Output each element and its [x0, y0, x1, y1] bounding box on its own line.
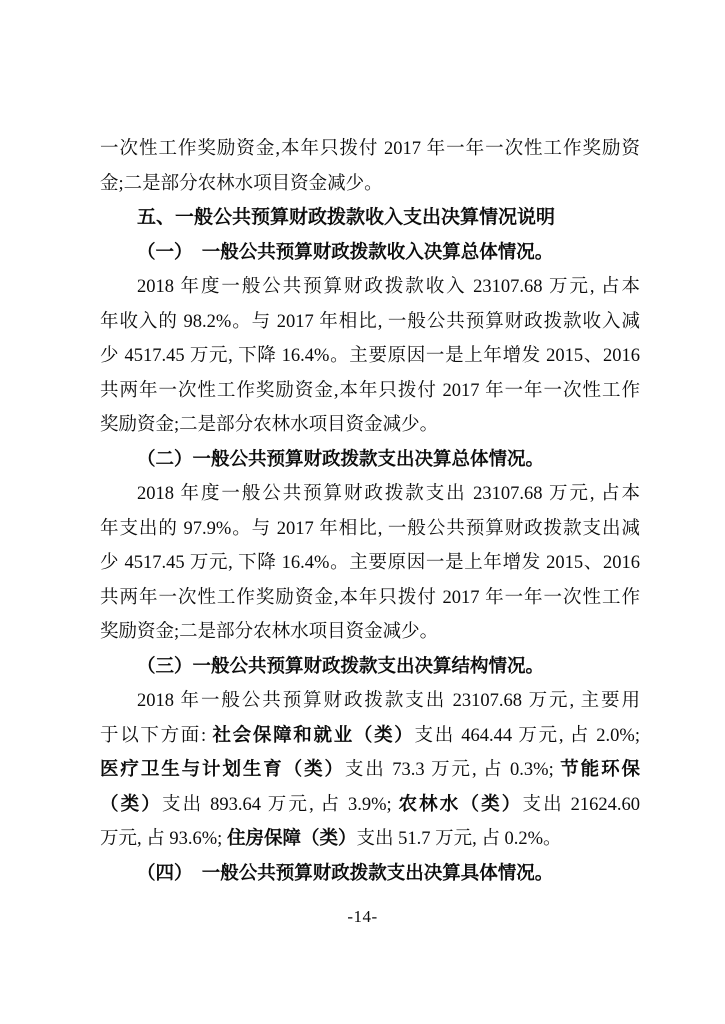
para-carryover-line-1 [100, 132, 640, 167]
text-segment: 支出 893.64 万元, 占 3.9%; [162, 794, 399, 815]
bold-term: 住房保障（类） [226, 829, 357, 849]
text-segment: 支出 51.7 万元, 占 0.2%。 [356, 829, 562, 849]
text-segment: 支出 21624.60 [522, 794, 640, 815]
bold-term: 节能环保 [560, 760, 640, 780]
heading-sub-two-line-1 [100, 443, 640, 478]
para-expenditure-overview-line-3 [100, 546, 640, 581]
text-segment: 年收入的 98.2%。与 2017 年相比, 一般公共预算财政拨款收入减 [100, 311, 640, 332]
para-expenditure-structure-line-1 [100, 684, 640, 719]
para-expenditure-overview-line-1 [100, 477, 640, 512]
bold-term: 农林水（类） [398, 794, 523, 815]
para-income-overview-line-5 [100, 408, 640, 443]
heading-section-five-line-1 [100, 201, 640, 236]
text-segment: 支出 73.3 万元, 占 0.3%; [344, 760, 561, 780]
heading-sub-three [100, 650, 640, 685]
para-income-overview [100, 270, 640, 443]
document-body [100, 132, 640, 891]
page-number: -14- [347, 907, 378, 926]
para-income-overview-line-1 [100, 270, 640, 305]
bold-term: （一） 一般公共预算财政拨款收入决算总体情况。 [137, 242, 554, 263]
para-income-overview-line-3 [100, 339, 640, 374]
text-segment: 奖励资金;二是部分农林水项目资金减少。 [100, 622, 439, 642]
para-expenditure-overview-line-2 [100, 512, 640, 547]
heading-sub-four-line-1 [100, 857, 640, 892]
bold-term: （三）一般公共预算财政拨款支出决算结构情况。 [137, 656, 545, 677]
text-segment: 金;二是部分农林水项目资金减少。 [100, 173, 383, 194]
para-expenditure-structure-line-4 [100, 788, 640, 823]
para-carryover [100, 132, 640, 201]
text-segment: 2018 年度一般公共预算财政拨款支出 23107.68 万元, 占本 [137, 484, 640, 504]
heading-sub-three-line-1 [100, 650, 640, 685]
heading-sub-one-line-1 [100, 236, 640, 271]
bold-term: （类） [100, 794, 162, 815]
para-expenditure-structure [100, 684, 640, 857]
bold-term: （二）一般公共预算财政拨款支出决算总体情况。 [137, 449, 545, 470]
text-segment: 支出 464.44 万元, 占 2.0%; [414, 725, 640, 746]
text-segment: 共两年一次性工作奖励资金,本年只拨付 2017 年一年一次性工作 [100, 587, 640, 608]
para-expenditure-overview-line-4 [100, 581, 640, 616]
para-expenditure-structure-line-3 [100, 753, 640, 788]
text-segment: 年支出的 97.9%。与 2017 年相比, 一般公共预算财政拨款支出减 [100, 518, 640, 539]
text-segment: 奖励资金;二是部分农林水项目资金减少。 [100, 415, 439, 435]
text-segment: 万元, 占 93.6%; [100, 829, 227, 849]
para-expenditure-overview [100, 477, 640, 650]
para-expenditure-structure-line-2 [100, 719, 640, 754]
bold-term: 医疗卫生与计划生育（类） [100, 760, 345, 780]
heading-sub-four [100, 857, 640, 892]
para-expenditure-structure-line-5 [100, 822, 640, 857]
bold-term: 五、一般公共预算财政拨款收入支出决算情况说明 [137, 207, 556, 228]
heading-sub-two [100, 443, 640, 478]
text-segment: 少 4517.45 万元, 下降 16.4%。主要原因一是上年增发 2015、2016 [100, 346, 640, 366]
para-expenditure-overview-line-5 [100, 615, 640, 650]
text-segment: 于以下方面: [100, 725, 213, 746]
bold-term: （四） 一般公共预算财政拨款支出决算具体情况。 [137, 863, 554, 884]
text-segment: 2018 年一般公共预算财政拨款支出 23107.68 万元, 主要用 [137, 691, 640, 711]
para-carryover-line-2 [100, 167, 640, 202]
para-income-overview-line-2 [100, 305, 640, 340]
text-segment: 共两年一次性工作奖励资金,本年只拨付 2017 年一年一次性工作 [100, 380, 640, 401]
text-segment: 2018 年度一般公共预算财政拨款收入 23107.68 万元, 占本 [137, 277, 640, 297]
text-segment: 一次性工作奖励资金,本年只拨付 2017 年一年一次性工作奖励资 [100, 139, 640, 159]
heading-section-five [100, 201, 640, 236]
heading-sub-one [100, 236, 640, 271]
para-income-overview-line-4 [100, 374, 640, 409]
text-segment: 少 4517.45 万元, 下降 16.4%。主要原因一是上年增发 2015、2016 [100, 553, 640, 573]
bold-term: 社会保障和就业（类） [212, 725, 415, 746]
